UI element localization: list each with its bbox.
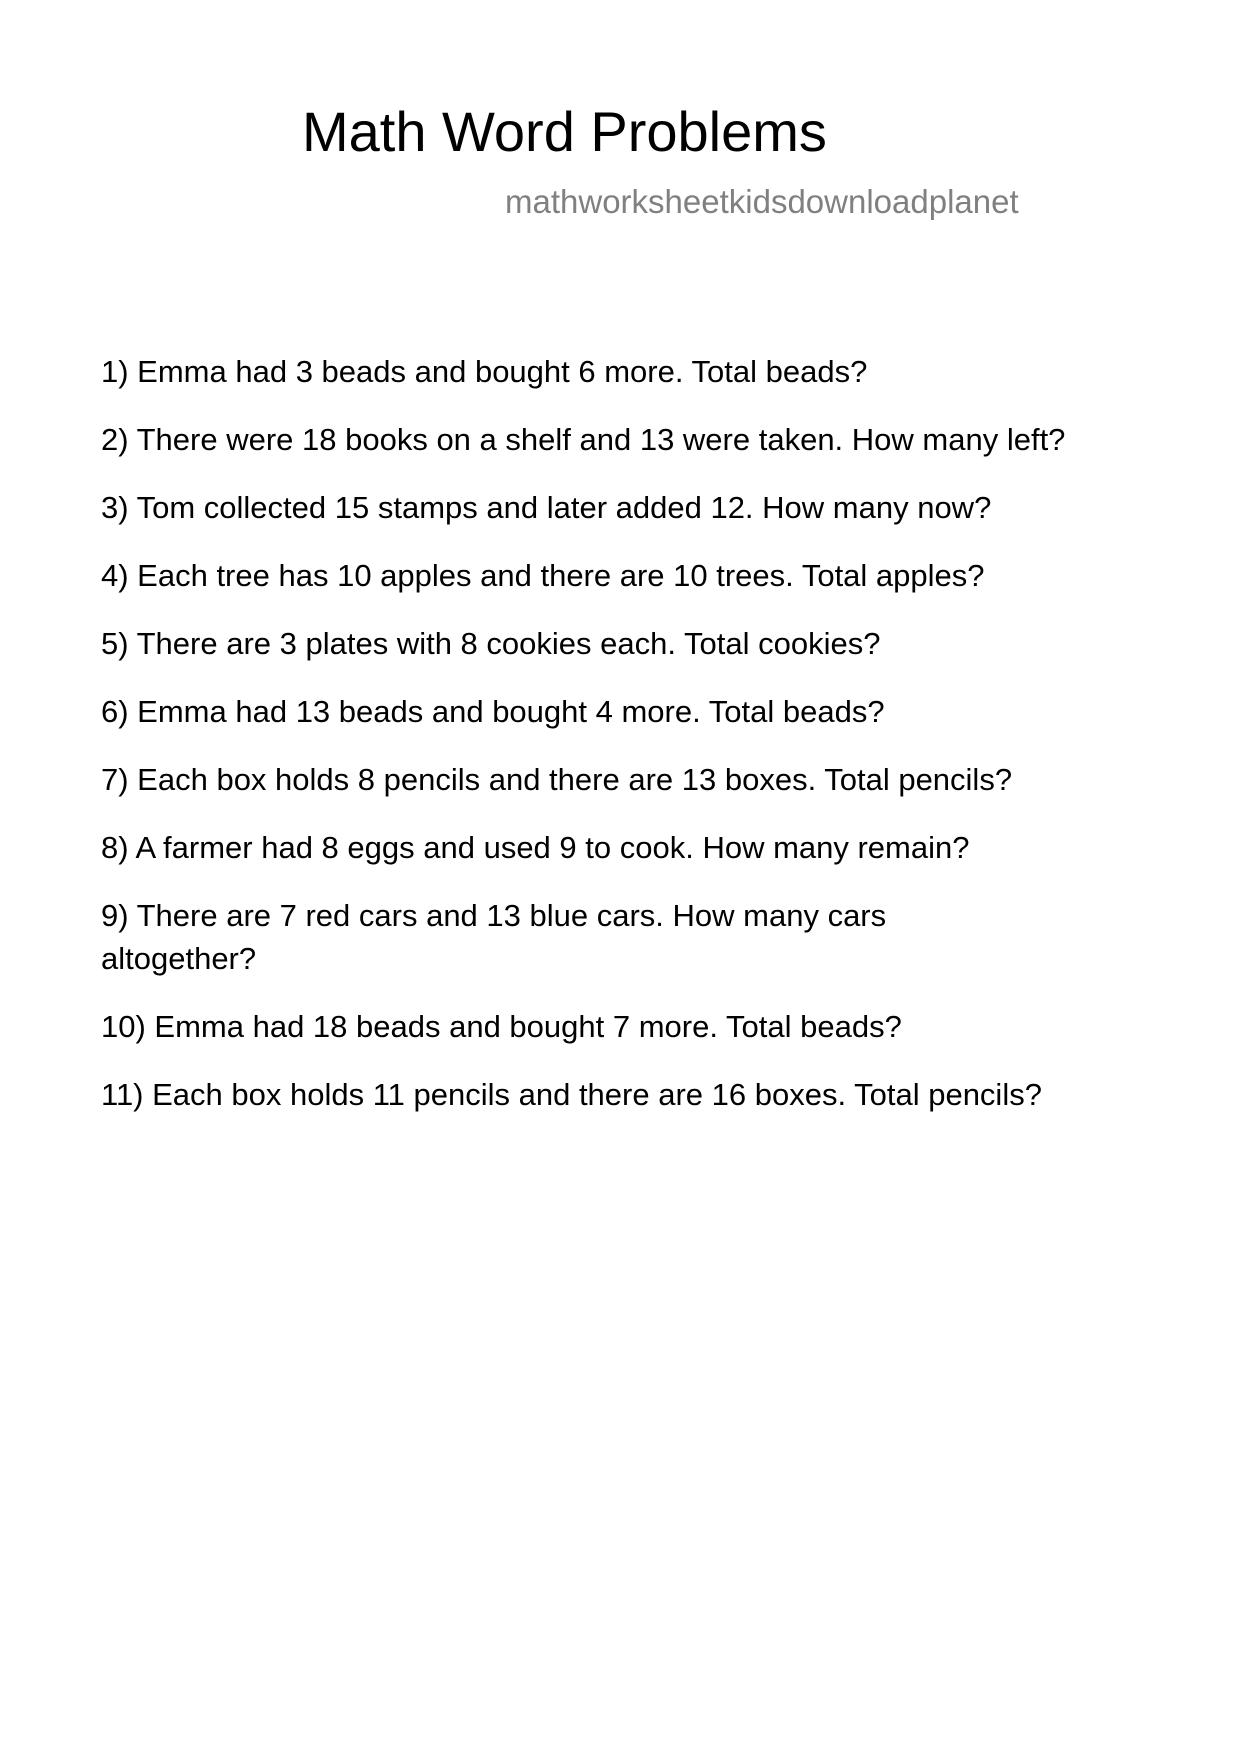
problem-item: 6) Emma had 13 beads and bought 4 more. Total beads? bbox=[101, 694, 885, 729]
problem-item: 9) There are 7 red cars and 13 blue cars. How many cars altogether? bbox=[101, 898, 887, 976]
source-subtitle: mathworksheetkidsdownloadplanet bbox=[505, 183, 1019, 220]
problem-item: 10) Emma had 18 beads and bought 7 more. Total beads? bbox=[101, 1009, 902, 1044]
page-title: Math Word Problems bbox=[302, 100, 827, 163]
problem-item: 11) Each box holds 11 pencils and there are 16 boxes. Total pencils? bbox=[101, 1077, 1042, 1112]
problem-item: 5) There are 3 plates with 8 cookies each. Total cookies? bbox=[101, 626, 881, 661]
problem-item: 2) There were 18 books on a shelf and 13 were taken. How many left? bbox=[101, 422, 1066, 457]
problem-item: 3) Tom collected 15 stamps and later added 12. How many now? bbox=[101, 490, 992, 525]
problem-item: 1) Emma had 3 beads and bought 6 more. Total beads? bbox=[101, 354, 868, 389]
problem-item: 8) A farmer had 8 eggs and used 9 to cook. How many remain? bbox=[101, 830, 970, 865]
problem-item: 4) Each tree has 10 apples and there are 10 trees. Total apples? bbox=[101, 558, 985, 593]
problem-list bbox=[101, 350, 1151, 1141]
problem-item: 7) Each box holds 8 pencils and there are 13 boxes. Total pencils? bbox=[101, 762, 1013, 797]
